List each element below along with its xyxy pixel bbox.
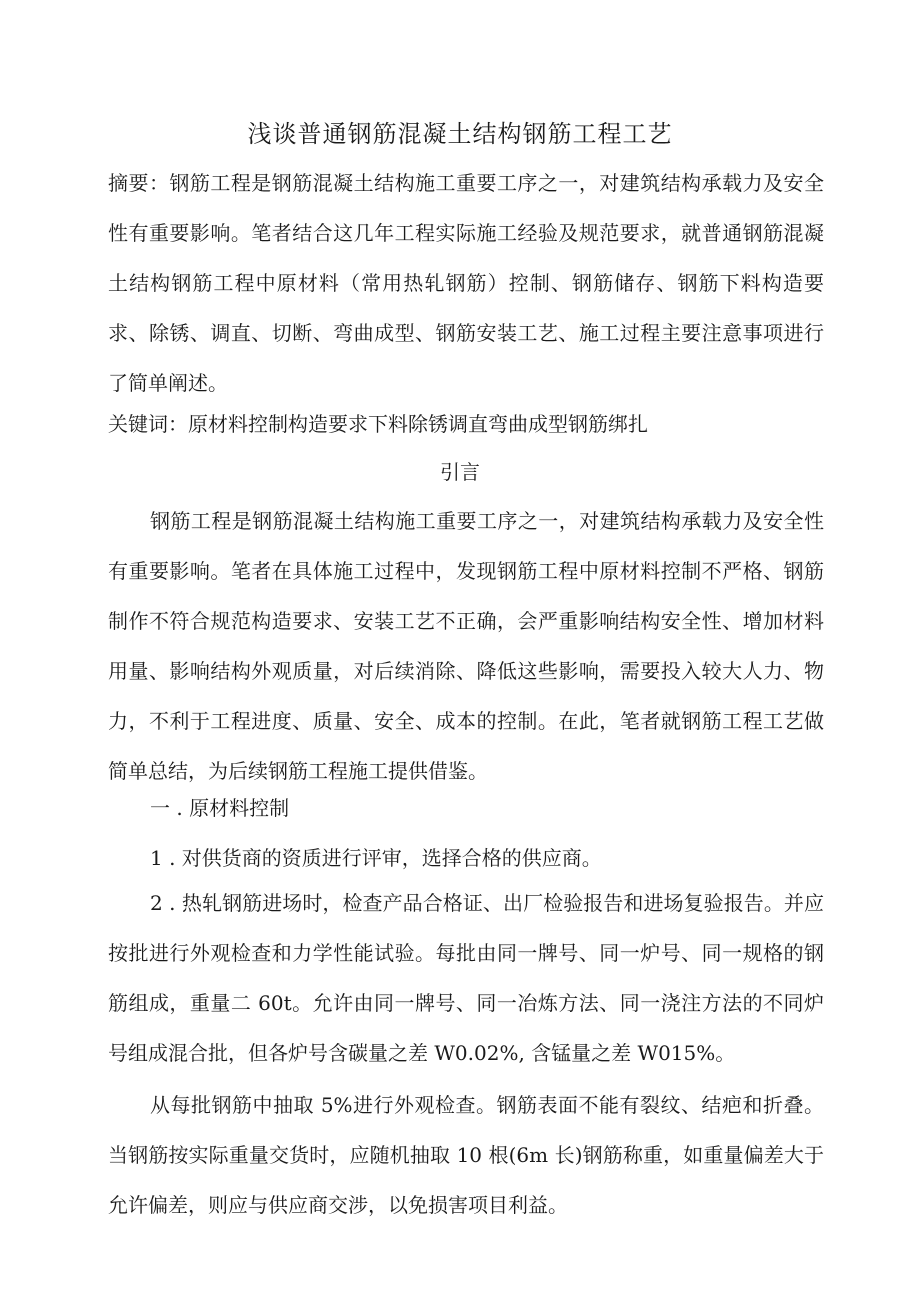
keywords-line: 关键词：原材料控制构造要求下料除锈调直弯曲成型钢筋绑扎 — [108, 412, 648, 436]
section-heading-raw-materials: 一 . 原材料控制 — [150, 796, 290, 820]
list-item-1: 1 . 对供货商的资质进行评审，选择合格的供应商。 — [150, 846, 602, 870]
intro-paragraph: 钢筋工程是钢筋混凝土结构施工重要工序之一，对建筑结构承载力及安全性有重要影响。笔者在具体施工过程中，发现钢筋工程中原材料控制不严格、钢筋制作不符合规范构造要求、安装工艺不正确，会严重影响结构安全性、增加材料用量、影响结构外观质量，对后续消除、降低这些影响，需要投入较大人力、物力，不利于工程进度、质量、安全、成本的控制。在此，笔者就钢筋工程工艺做简单总结，为后续钢筋工程施工提供借鉴。 — [108, 509, 824, 783]
intro-heading: 引言 — [440, 460, 480, 484]
sampling-paragraph: 从每批钢筋中抽取 5%进行外观检查。钢筋表面不能有裂纹、结疤和折叠。当钢筋按实际重量交货时，应随机抽取 10 根(6m 长)钢筋称重，如重量偏差大于允许偏差，则应与供应商交涉，以免损害项目利益。 — [108, 1093, 824, 1217]
list-item-2: 2 . 热轧钢筋进场时，检查产品合格证、出厂检验报告和进场复验报告。并应按批进行外观检查和力学性能试验。每批由同一牌号、同一炉号、同一规格的钢筋组成，重量二 60t。允许由同一牌号、同一冶炼方法、同一浇注方法的不同炉号组成混合批，但各炉号含碳量之差 W0.02%, 含锰量之差 W015%。 — [108, 891, 824, 1065]
abstract-paragraph: 摘要：钢筋工程是钢筋混凝土结构施工重要工序之一，对建筑结构承载力及安全性有重要影响。笔者结合这几年工程实际施工经验及规范要求，就普通钢筋混凝土结构钢筋工程中原材料（常用热轧钢筋）控制、钢筋储存、钢筋下料构造要求、除锈、调直、切断、弯曲成型、钢筋安装工艺、施工过程主要注意事项进行了简单阐述。 — [108, 171, 824, 395]
document-title: 浅谈普通钢筋混凝土结构钢筋工程工艺 — [247, 120, 673, 148]
